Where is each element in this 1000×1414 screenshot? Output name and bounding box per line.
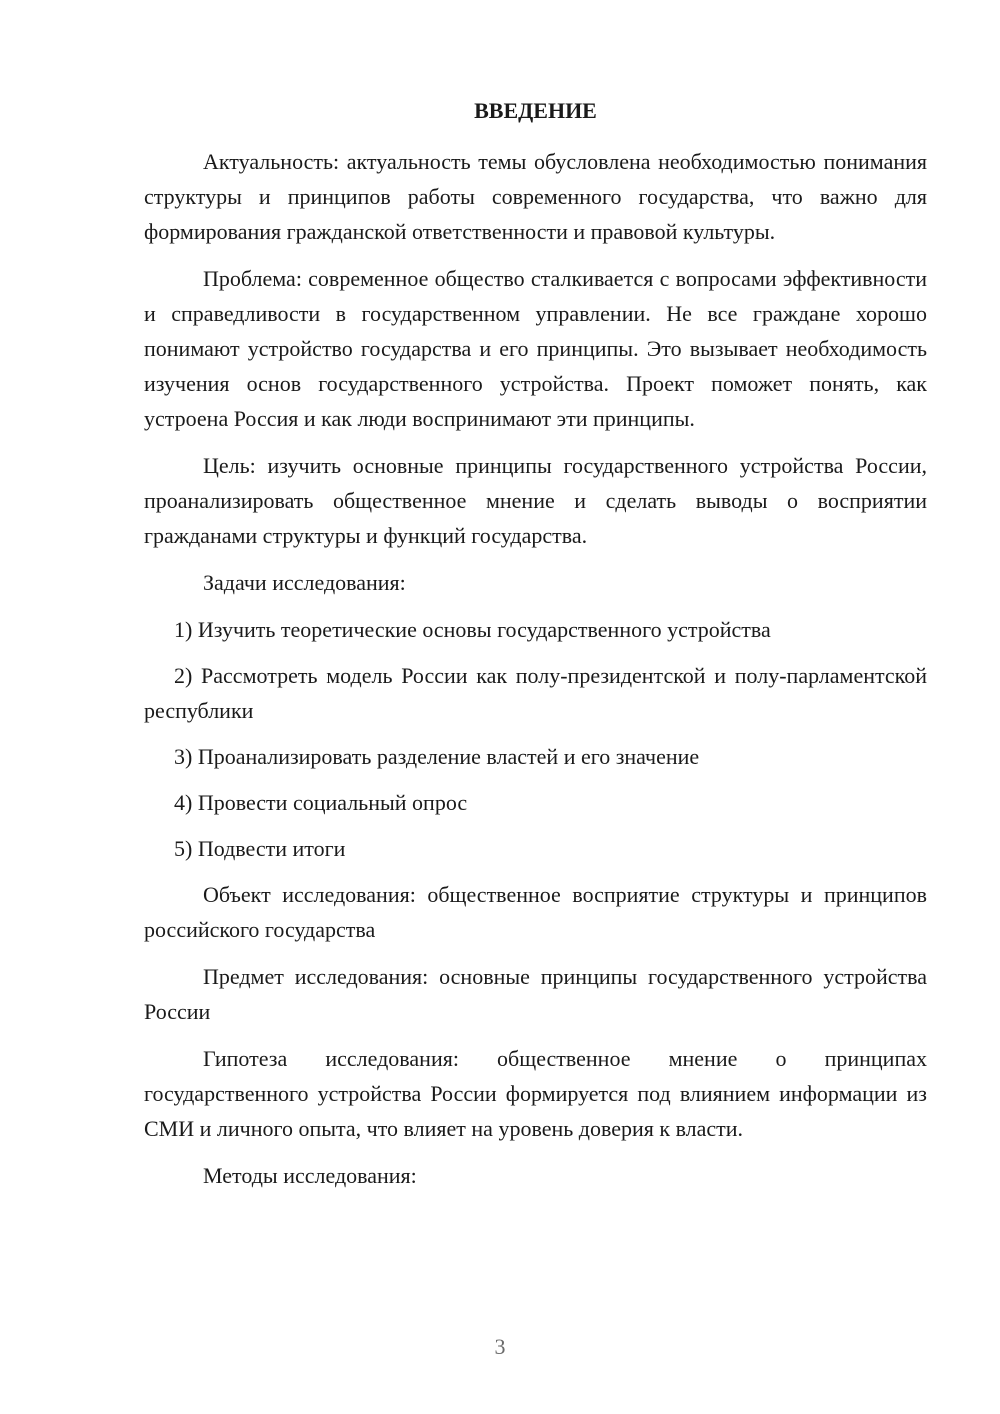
paragraph-problem: Проблема: современное общество сталкивается с вопросами эффективности и справедливости в государственном управлении. Не все граждане хорошо понимают устройство государства и его принципы. Это вызывает необходимость изучения основ государственного устройства. Проект поможет понять, как устроена Россия и как люди воспринимают эти принципы. xyxy=(144,266,927,431)
paragraph-goal: Цель: изучить основные принципы государственного устройства России, проанализировать общественное мнение и сделать выводы о восприятии гражданами структуры и функций государства. xyxy=(144,453,927,548)
task-item-4: 4) Провести социальный опрос xyxy=(174,790,468,815)
task-item-5: 5) Подвести итоги xyxy=(174,836,346,861)
paragraph-hypothesis: Гипотеза исследования: общественное мнение о принципах государственного устройства России формируется под влиянием информации из СМИ и личного опыта, что влияет на уровень доверия к власти. xyxy=(144,1046,927,1141)
task-item-2: 2) Рассмотреть модель России как полу-президентской и полу-парламентской республики xyxy=(144,663,927,723)
task-item-3: 3) Проанализировать разделение властей и его значение xyxy=(174,744,700,769)
tasks-heading: Задачи исследования: xyxy=(203,570,406,595)
paragraph-subject: Предмет исследования: основные принципы государственного устройства России xyxy=(144,964,927,1024)
paragraph-object: Объект исследования: общественное восприятие структуры и принципов российского государства xyxy=(144,882,927,942)
page-number: 3 xyxy=(494,1334,506,1359)
task-item-1: 1) Изучить теоретические основы государственного устройства xyxy=(174,617,771,642)
document-page xyxy=(144,96,927,1205)
methods-heading: Методы исследования: xyxy=(203,1163,417,1188)
paragraph-relevance: Актуальность: актуальность темы обусловлена необходимостью понимания структуры и принципов работы современного государства, что важно для формирования гражданской ответственности и правовой культуры. xyxy=(144,149,927,244)
tasks-list xyxy=(144,612,927,866)
page-title: ВВЕДЕНИЕ xyxy=(474,98,597,123)
